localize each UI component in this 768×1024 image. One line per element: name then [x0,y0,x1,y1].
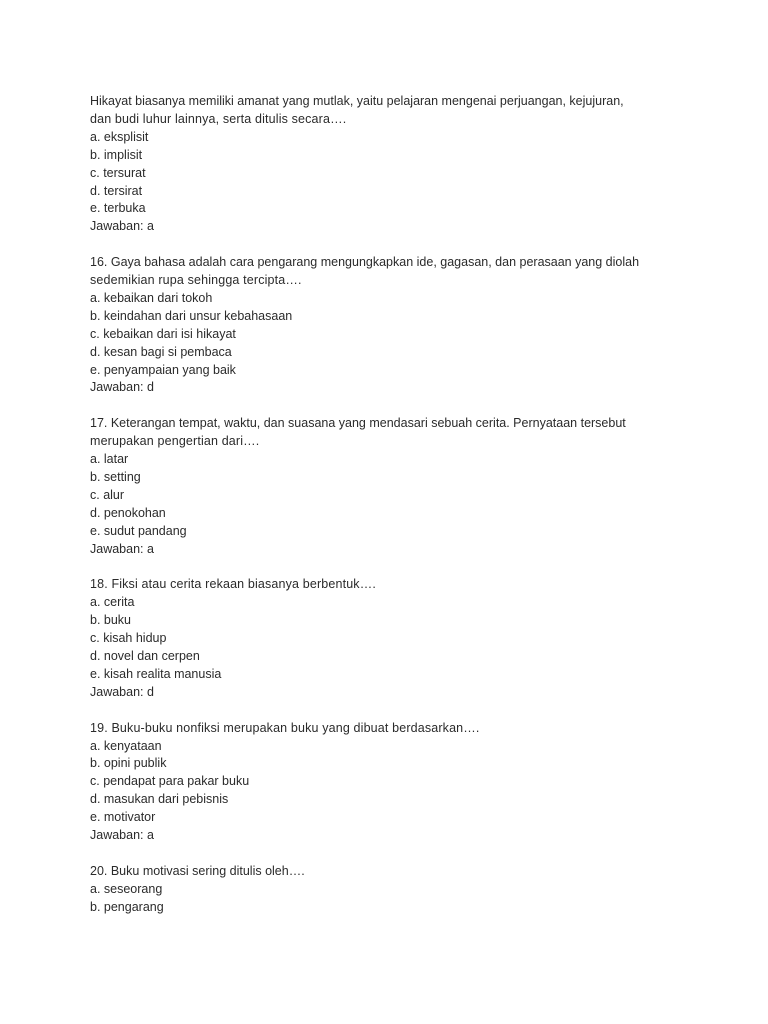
answer-option: a. kebaikan dari tokoh [90,290,213,305]
answer-option: a. latar [90,452,129,467]
question-stem-line: 18. Fiksi atau cerita rekaan biasanya berbentuk…. [90,577,376,592]
question-stem-line: sedemikian rupa sehingga tercipta…. [90,273,302,288]
question-block [90,863,690,917]
question-stem-line: 17. Keterangan tempat, waktu, dan suasana yang mendasari sebuah cerita. Pernyataan tersebut [90,416,626,431]
question-block [90,254,690,397]
answer-option: c. pendapat para pakar buku [90,774,250,789]
question-stem-line: merupakan pengertian dari…. [90,434,260,449]
answer-option: a. kenyataan [90,738,162,753]
answer-option: b. implisit [90,147,143,162]
question-stem-line: 19. Buku-buku nonfiksi merupakan buku yang dibuat berdasarkan…. [90,720,480,735]
question-stem-line: dan budi luhur lainnya, serta ditulis secara…. [90,111,347,126]
answer-option: c. alur [90,487,125,502]
answer-key: Jawaban: d [90,684,154,699]
answer-option: b. setting [90,470,141,484]
answer-option: d. novel dan cerpen [90,649,200,664]
answer-option: c. tersurat [90,165,146,180]
answer-option: b. pengarang [90,899,164,914]
answer-option: e. terbuka [90,201,146,216]
question-block [90,415,690,558]
question-block [90,93,690,236]
answer-option: e. penyampaian yang baik [90,362,236,377]
question-block [90,576,690,701]
answer-key: Jawaban: a [90,828,154,843]
question-stem-line: 20. Buku motivasi sering ditulis oleh…. [90,863,305,878]
answer-key: Jawaban: d [90,380,154,395]
answer-option: c. kisah hidup [90,631,167,646]
answer-option: a. cerita [90,595,135,610]
answer-option: b. opini publik [90,756,167,771]
answer-option: d. penokohan [90,505,166,520]
answer-option: a. seseorang [90,881,163,896]
question-list [90,93,690,935]
answer-option: e. kisah realita manusia [90,666,222,681]
question-stem-line: 16. Gaya bahasa adalah cara pengarang mengungkapkan ide, gagasan, dan perasaan yang diolah [90,255,640,270]
answer-option: d. tersirat [90,183,143,198]
answer-option: a. eksplisit [90,129,149,144]
question-stem-line: Hikayat biasanya memiliki amanat yang mutlak, yaitu pelajaran mengenai perjuangan, kejujuran, [90,94,624,108]
answer-option: c. kebaikan dari isi hikayat [90,326,236,341]
answer-key: Jawaban: a [90,541,154,556]
answer-option: b. keindahan dari unsur kebahasaan [90,308,293,323]
answer-option: d. kesan bagi si pembaca [90,344,232,359]
answer-option: d. masukan dari pebisnis [90,792,229,807]
answer-option: e. motivator [90,810,156,825]
question-block [90,720,690,845]
answer-key: Jawaban: a [90,219,154,234]
answer-option: b. buku [90,613,132,628]
answer-option: e. sudut pandang [90,523,187,538]
